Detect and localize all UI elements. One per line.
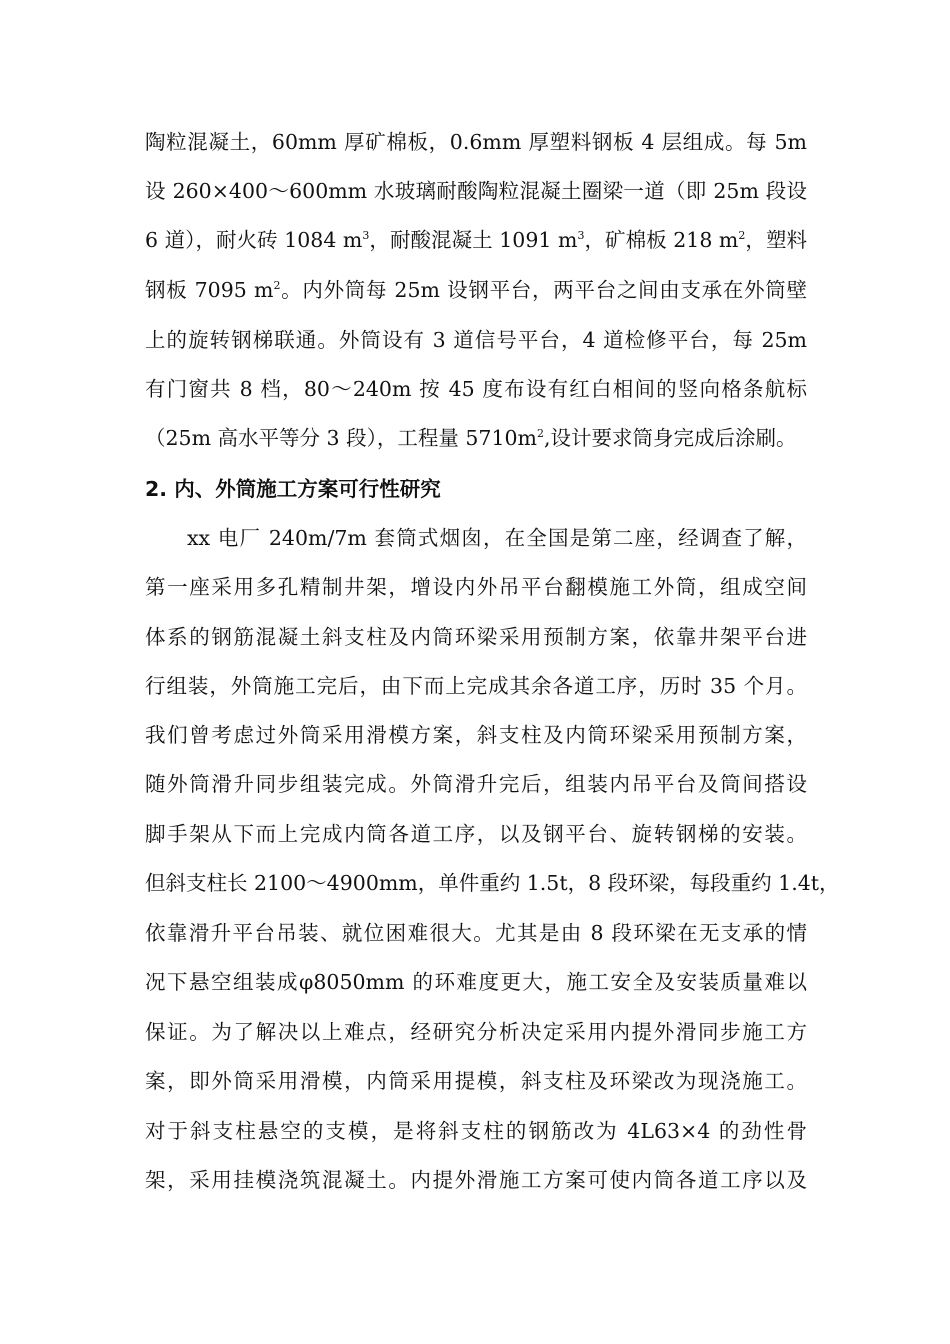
text-run: ，耐酸混凝土 1091 m (369, 228, 578, 252)
paragraph-1-line-4 (145, 276, 807, 304)
paragraph-1-line-1: 陶粒混凝土，60mm 厚矿棉板，0.6mm 厚塑料钢板 4 层组成。每 5m (145, 130, 807, 154)
section-heading: 2. 内、外筒施工方案可行性研究 (145, 477, 441, 501)
paragraph-2-line-9: 依靠滑升平台吊装、就位困难很大。尤其是由 8 段环梁在无支承的情 (145, 921, 807, 945)
paragraph-2-line-1: xx 电厂 240m/7m 套筒式烟囱，在全国是第二座，经调查了解， (187, 526, 807, 550)
text-run: ，矿棉板 218 m (584, 228, 739, 252)
paragraph-1-line-2: 设 260×400～600mm 水玻璃耐酸陶粒混凝土圈梁一道（即 25m 段设 (145, 179, 807, 203)
superscript: 2 (273, 279, 281, 292)
text-run: ,设计要求筒身完成后涂刷。 (544, 426, 797, 450)
paragraph-2-line-14: 架，采用挂模浇筑混凝土。内提外滑施工方案可使内筒各道工序以及 (145, 1168, 807, 1192)
paragraph-2-line-4: 行组装，外筒施工完后，由下而上完成其余各道工序，历时 35 个月。 (145, 674, 807, 698)
superscript: 3 (362, 229, 370, 242)
paragraph-2-line-10: 况下悬空组装成φ8050mm 的环难度更大，施工安全及安装质量难以 (145, 970, 807, 994)
text-run: 钢板 7095 m (145, 278, 274, 302)
paragraph-1-line-7 (145, 424, 807, 452)
paragraph-2-line-11: 保证。为了解决以上难点，经研究分析决定采用内提外滑同步施工方 (145, 1020, 807, 1044)
superscript: 2 (537, 427, 544, 440)
paragraph-2-line-5: 我们曾考虑过外筒采用滑模方案，斜支柱及内筒环梁采用预制方案， (145, 723, 807, 747)
paragraph-2-line-8: 但斜支柱长 2100～4900mm，单件重约 1.5t，8 段环梁，每段重约 1.4t， (145, 871, 840, 895)
paragraph-2-line-3: 体系的钢筋混凝土斜支柱及内筒环梁采用预制方案，依靠井架平台进 (145, 625, 807, 649)
paragraph-1-line-6: 有门窗共 8 档，80～240m 按 45 度布设有红白相间的竖向格条航标 (145, 377, 807, 401)
paragraph-1-line-3 (145, 226, 807, 254)
superscript: 3 (577, 229, 585, 242)
paragraph-2-line-2: 第一座采用多孔精制井架，增设内外吊平台翻模施工外筒，组成空间 (145, 575, 807, 599)
paragraph-2-line-6: 随外筒滑升同步组装完成。外筒滑升完后，组装内吊平台及筒间搭设 (145, 772, 807, 796)
paragraph-2-line-7: 脚手架从下而上完成内筒各道工序，以及钢平台、旋转钢梯的安装。 (145, 822, 807, 846)
paragraph-2-line-12: 案，即外筒采用滑模，内筒采用提模，斜支柱及环梁改为现浇施工。 (145, 1069, 807, 1093)
paragraph-1-line-5: 上的旋转钢梯联通。外筒设有 3 道信号平台，4 道检修平台，每 25m (145, 328, 807, 352)
text-run: 6 道），耐火砖 1084 m (145, 228, 363, 252)
paragraph-2-line-13: 对于斜支柱悬空的支模，是将斜支柱的钢筋改为 4L63×4 的劲性骨 (145, 1119, 807, 1143)
text-run: ，塑料 (745, 228, 807, 252)
text-run: （25m 高水平等分 3 段），工程量 5710m (145, 426, 537, 450)
text-run: 。内外筒每 25m 设钢平台，两平台之间由支承在外筒壁 (280, 278, 807, 302)
superscript: 2 (738, 229, 746, 242)
